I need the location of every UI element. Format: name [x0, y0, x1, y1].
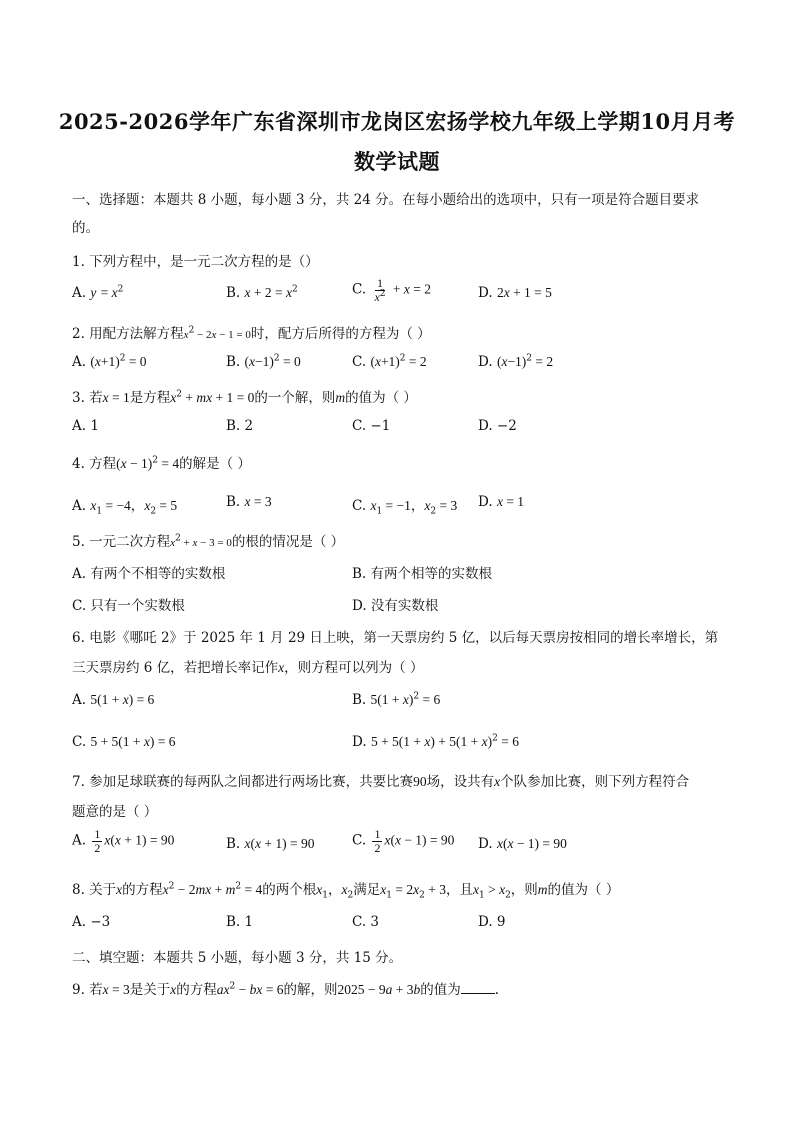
q5-option-b: B. 有两个相等的实数根	[352, 566, 493, 582]
q1-option-c: C. $\frac{1}{x^2}$ + x = 2	[352, 276, 431, 304]
q5-option-d: D. 没有实数根	[352, 598, 439, 614]
q3-stem: 3. 若x = 1是方程$x^2$ + mx + 1 = 0的一个解，则m的值为（ ）	[72, 389, 417, 406]
q3-option-c: C. −1	[352, 418, 391, 434]
q5-option-a: A. 有两个不相等的实数根	[72, 566, 226, 582]
q4-option-a: A. $x_1 = -4$，$x_2 = 5$	[72, 498, 178, 517]
q6-stem-cont: 三天票房约 6 亿，若把增长率记作x，则方程可以列为（ ）	[72, 660, 424, 676]
q7-option-d: D. x(x − 1) = 90	[478, 836, 567, 852]
q6-option-b: B. $5(1 + x)^2 = 6$	[352, 691, 441, 708]
q3-option-a: A. 1	[72, 418, 99, 434]
q8-option-d: D. 9	[478, 914, 506, 930]
section1-heading-cont: 的。	[72, 220, 99, 236]
answer-blank[interactable]	[461, 981, 495, 994]
exam-title-line1: 2025-2026学年广东省深圳市龙岗区宏扬学校九年级上学期10月月考	[58, 109, 736, 134]
q5-option-c: C. 只有一个实数根	[72, 598, 185, 614]
q7-stem: 7. 参加足球联赛的每两队之间都进行两场比赛，共要比赛90场，设共有x个队参加比赛，则下列方程符合	[72, 774, 690, 790]
q7-option-b: B. x(x + 1) = 90	[226, 836, 315, 852]
q4-option-b: B. x = 3	[226, 494, 272, 510]
q5-stem: 5. 一元二次方程$x^2 + x - 3 = 0$的根的情况是（ ）	[72, 533, 345, 550]
section1-heading: 一、选择题：本题共 8 小题，每小题 3 分，共 24 分。在每小题给出的选项中，只有一项是符合题目要求	[72, 192, 700, 208]
q8-stem: 8. 关于x的方程$x^2 - 2mx + m^2 = 4$的两个根$x_1$，$x_2$满足$x_1 = 2x_2 + 3$，且$x_1 > x_2$，则m的值为（ ）	[72, 881, 620, 901]
q8-option-a: A. −3	[72, 914, 111, 930]
q1-option-a: A. $y = x^2$	[72, 284, 124, 301]
exam-title-line2: 数学试题	[354, 149, 440, 174]
q6-option-d: D. $5 + 5(1 + x) + 5(1 + x)^2 = 6$	[352, 733, 519, 750]
q6-option-c: C. 5 + 5(1 + x) = 6	[72, 734, 176, 750]
q3-option-d: D. −2	[478, 418, 517, 434]
q4-stem: 4. 方程$(x - 1)^2 = 4$的解是（ ）	[72, 455, 251, 472]
q1-stem: 1. 下列方程中，是一元二次方程的是（）	[72, 254, 319, 270]
q2-option-d: D. $(x-1)^2 = 2$	[478, 353, 554, 370]
q4-option-d: D. x = 1	[478, 494, 525, 510]
q6-stem: 6. 电影《哪吒 2》于 2025 年 1 月 29 日上映，第一天票房约 5 亿，以后每天票房按相同的增长率增长，第	[72, 630, 719, 646]
q1-option-b: B. $x + 2 = x^2$	[226, 284, 298, 301]
q4-option-c: C. $x_1 = -1$，$x_2 = 3$	[352, 498, 458, 517]
q7-option-a: A. $\frac{1}{2}$ x(x + 1) = 90	[72, 827, 175, 855]
q1-option-d: D. 2x + 1 = 5	[478, 285, 552, 301]
q6-option-a: A. 5(1 + x) = 6	[72, 692, 155, 708]
q2-option-a: A. $(x+1)^2 = 0$	[72, 353, 147, 370]
q7-stem-cont: 题意的是（ ）	[72, 804, 158, 820]
q2-option-c: C. $(x+1)^2 = 2$	[352, 353, 427, 370]
q3-option-b: B. 2	[226, 418, 254, 434]
q8-option-b: B. 1	[226, 914, 254, 930]
q2-option-b: B. $(x-1)^2 = 0$	[226, 353, 301, 370]
q7-option-c: C. $\frac{1}{2}$ x(x − 1) = 90	[352, 827, 455, 855]
section2-heading: 二、填空题：本题共 5 小题，每小题 3 分，共 15 分。	[72, 950, 403, 966]
q9-stem: 9. 若x = 3是关于x的方程$ax^2$ − bx = 6的解，则2025 − 9a + 3b的值为 .	[72, 981, 500, 998]
q2-stem: 2. 用配方法解方程$x^2 - 2x - 1 = 0$时，配方后所得的方程为（ ）	[72, 325, 431, 342]
q8-option-c: C. 3	[352, 914, 380, 930]
